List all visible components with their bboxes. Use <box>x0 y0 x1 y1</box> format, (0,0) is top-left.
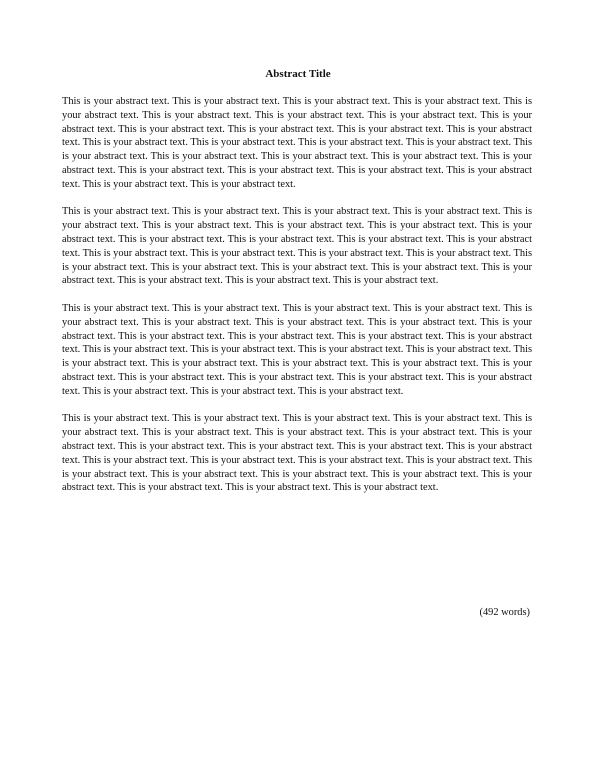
abstract-paragraph-1: This is your abstract text. This is your abstract text. This is your abstract text. This is your abstract text. This is your abstract text. This is your abstract text. This is your abstract text. This is your abstract text. This is your abstract text. This is your abstract text. This is your abstract text. This is your abstract text. This is your abstract text. This is your abstract text. This is your abstract text. This is your abstract text. This is your abstract text. This is your abstract text. This is your abstract text. This is your abstract text. This is your abstract text. This is your abstract text. This is your abstract text. This is your abstract text. This is your abstract text. This is your abstract text. This is your abstract text. This is your abstract text. <box>62 96 533 190</box>
abstract-paragraph-3: This is your abstract text. This is your abstract text. This is your abstract text. This is your abstract text. This is your abstract text. This is your abstract text. This is your abstract text. This is your abstract text. This is your abstract text. This is your abstract text. This is your abstract text. This is your abstract text. This is your abstract text. This is your abstract text. This is your abstract text. This is your abstract text. This is your abstract text. This is your abstract text. This is your abstract text. This is your abstract text. This is your abstract text. This is your abstract text. This is your abstract text. This is your abstract text. This is your abstract text. This is your abstract text. This is your abstract text. This is your abstract text. This is your abstract text. <box>62 302 533 397</box>
abstract-title: Abstract Title <box>265 68 331 80</box>
abstract-paragraph-4: This is your abstract text. This is your abstract text. This is your abstract text. This is your abstract text. This is your abstract text. This is your abstract text. This is your abstract text. This is your abstract text. This is your abstract text. This is your abstract text. This is your abstract text. This is your abstract text. This is your abstract text. This is your abstract text. This is your abstract text. This is your abstract text. This is your abstract text. This is your abstract text. This is your abstract text. This is your abstract text. This is your abstract text. This is your abstract text. This is your abstract text. This is your abstract text. This is your abstract text. <box>62 413 533 494</box>
abstract-paragraph-2: This is your abstract text. This is your abstract text. This is your abstract text. This is your abstract text. This is your abstract text. This is your abstract text. This is your abstract text. This is your abstract text. This is your abstract text. This is your abstract text. This is your abstract text. This is your abstract text. This is your abstract text. This is your abstract text. This is your abstract text. This is your abstract text. This is your abstract text. This is your abstract text. This is your abstract text. This is your abstract text. This is your abstract text. This is your abstract text. This is your abstract text. This is your abstract text. This is your abstract text. <box>62 206 533 287</box>
abstract-body <box>62 95 532 509</box>
word-count: (492 words) <box>479 607 530 618</box>
